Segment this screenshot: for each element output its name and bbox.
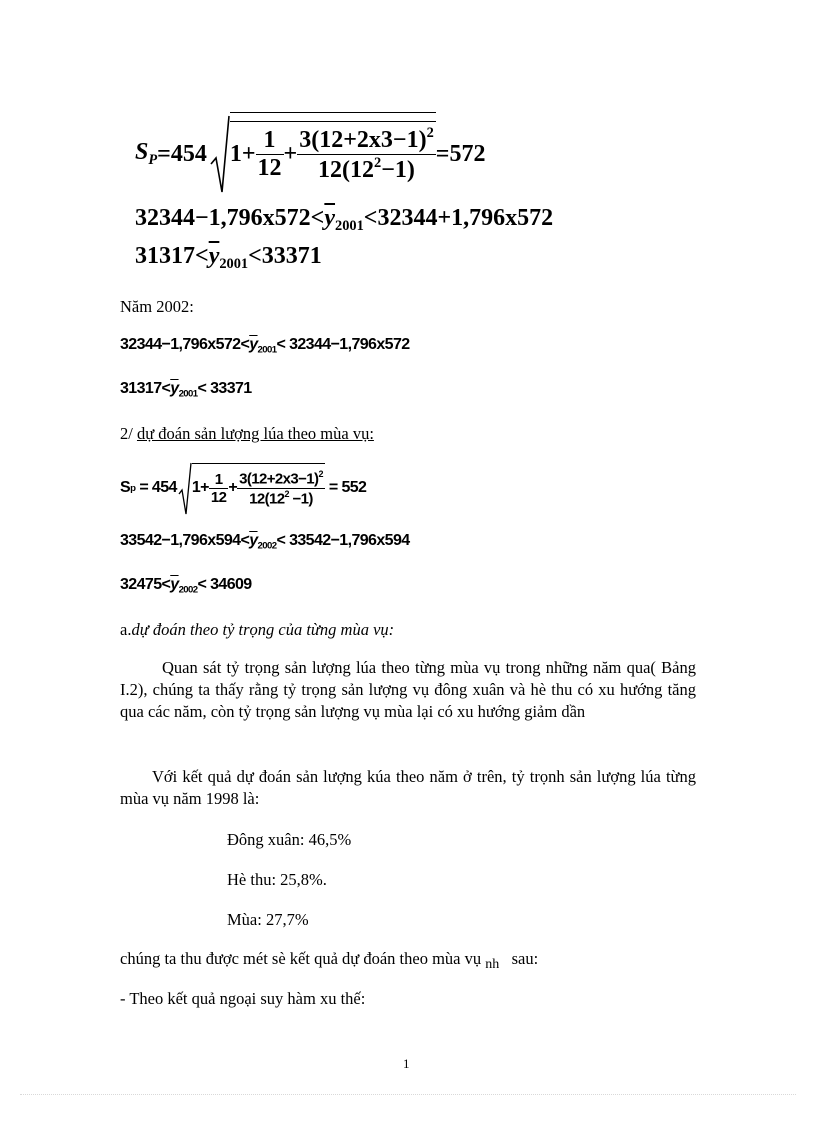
section-2-heading: 2/ dự đoán sản lượng lúa theo mùa vụ: xyxy=(120,424,374,443)
paragraph-results-intro: chúng ta thu được mét sè kết quả dự đoán theo mùa vụ $_{nh}$ sau: xyxy=(120,949,539,972)
section-a-heading: a.dự đoán theo tỷ trọng của từng mùa vụ: xyxy=(120,620,395,639)
interval-line-small-3: $33542-1,796x594<\overline{y}_{2002}< 33542-1,796x594$ xyxy=(120,532,410,552)
share-item-mua: Mùa: 27,7% xyxy=(227,910,309,929)
result-line-2001: $31317<\overline{y}_{2001}<33371$ xyxy=(135,243,322,273)
page-bottom-border xyxy=(20,1094,796,1095)
share-item-dong-xuan: Đông xuân: 46,5% xyxy=(227,830,352,849)
radicand: 1+ $\frac{1}{12}$ + $\frac{3(12+2x3-1)^2}{12(12^2-1)}$ xyxy=(230,112,436,197)
sp-formula-small: S p = 454 1+ $\frac{1}{12}$ + $\frac{3(12+2x3-1)^2}{12(12^2 -1)}$ = 552 xyxy=(120,460,366,516)
interval-line-small-1: $32344-1,796x572<\overline{y}_{2001}< 32344-1,796x572$ xyxy=(120,336,410,356)
fraction-1-over-12: $\frac{1}{12}$ xyxy=(257,127,282,181)
paragraph-trend-extrapolation: - Theo kết quả ngoại suy hàm xu thế: xyxy=(120,989,366,1008)
radical-sign-small xyxy=(178,460,192,516)
interval-line-small-4: $32475<\overline{y}_{2002}< 34609$ xyxy=(120,576,252,596)
fraction-main: $\frac{3(12+2x3-1)^2}{12(12^2-1)}$ xyxy=(299,124,434,184)
share-item-he-thu: Hè thu: 25,8%. xyxy=(227,870,327,889)
page-number: 1 xyxy=(403,1056,410,1071)
sp-formula-large: $S_P$ =454 1+ $\frac{1}{12}$ + $\frac{3(12+2x3-1)^2}{12(12^2-1)}$ =572 xyxy=(135,112,485,196)
confidence-interval-line-2001: $32344-1,796x572<\overline{y}_{2001}<32344+1,796x572$ xyxy=(135,205,554,235)
year-2002-label: Năm 2002: xyxy=(120,297,194,316)
radical-sign xyxy=(210,112,230,196)
paragraph-observation: Quan sát tỷ trọng sản lượng lúa theo từng mùa vụ trong những năm qua( Bảng I.2), chúng ta thấy rằng tỷ trọng sản lượng vụ đông xuân và hè thu có xu hướng tăng qua các năm, còn tỷ trọng sản lượng vụ mùa lại có xu hướng giảm dần xyxy=(120,658,696,721)
interval-line-small-2: $31317<\overline{y}_{2001}< 33371$ xyxy=(120,380,252,400)
paragraph-forecast-intro: Với kết quả dự đoán sản lượng kúa theo năm ở trên, tỷ trọnh sản lượng lúa từng mùa vụ năm 1998 là: xyxy=(120,767,696,808)
radicand-small: 1+ $\frac{1}{12}$ + $\frac{3(12+2x3-1)^2}{12(12^2 -1)}$ xyxy=(192,460,325,516)
sp-symbol: $S_P$ xyxy=(135,138,158,169)
